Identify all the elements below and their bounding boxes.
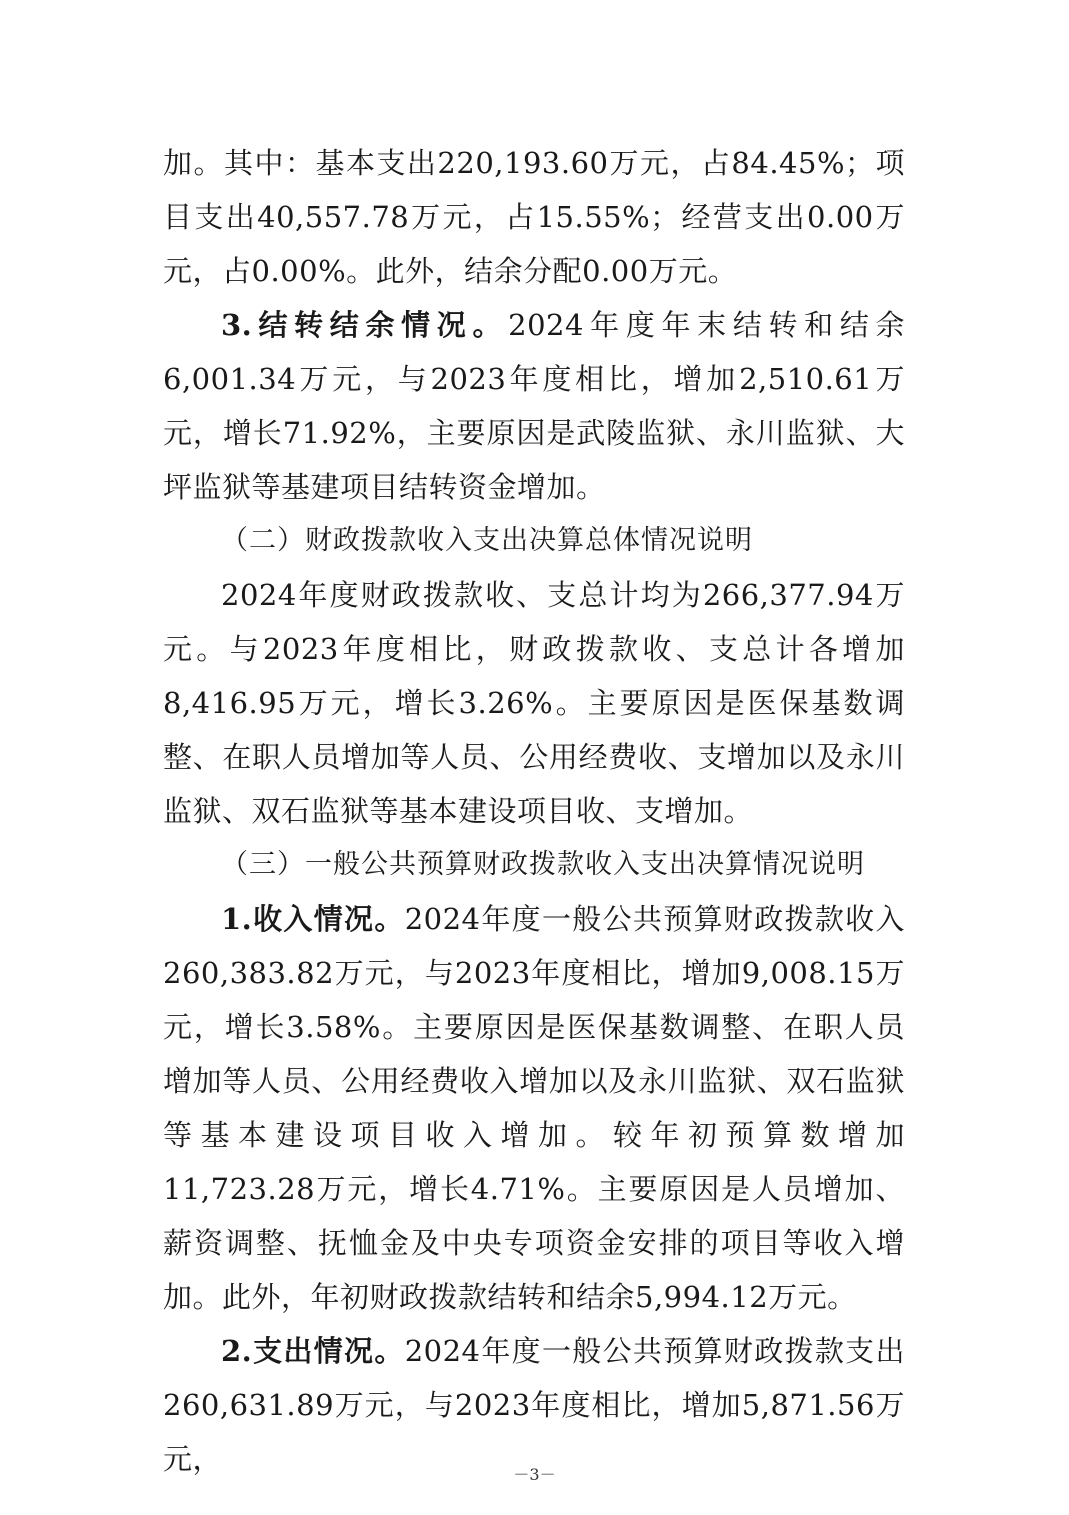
paragraph-fiscal-overview: 2024年度财政拨款收、支总计均为266,377.94万元。与2023年度相比，财政拨款收、支总计各增加8,416.95万元，增长3.26%。主要原因是医保基数调整、在职人员增加等人员、公用经费收、支增加以及永川监狱、双石监狱等基本建设项目收、支增加。 [163, 578, 905, 828]
section-title-carryover: 3.结转结余情况。 [221, 308, 509, 342]
paragraph-income-body: 2024年度一般公共预算财政拨款收入260,383.82万元，与2023年度相比，增加9,008.15万元，增长3.58%。主要原因是医保基数调整、在职人员增加等人员、公用经费收入增加以及永川监狱、双石监狱等基本建设项目收入增加。较年初预算数增加11,723.28万元，增长4.71%。主要原因是人员增加、薪资调整、抚恤金及中央专项资金安排的项目等收入增加。此外，年初财政拨款结转和结余5,994.12万元。 [163, 902, 905, 1314]
section-title-income: 1.收入情况。 [221, 902, 405, 936]
section-title-expenditure: 2.支出情况。 [221, 1334, 405, 1368]
heading-general-budget: （三）一般公共预算财政拨款收入支出决算情况说明 [221, 849, 865, 880]
paragraph-carryover [163, 298, 905, 514]
paragraph-income [163, 892, 905, 1324]
document-body [163, 136, 905, 1486]
heading-fiscal-overview: （二）财政拨款收入支出决算总体情况说明 [221, 525, 753, 556]
paragraph-expenditure-body: 2024年度一般公共预算财政拨款支出260,631.89万元，与2023年度相比，增加5,871.56万元， [163, 1334, 905, 1476]
paragraph-expenditure-breakdown: 加。其中：基本支出220,193.60万元，占84.45%；项目支出40,557.78万元，占15.55%；经营支出0.00万元，占0.00%。此外，结余分配0.00万元。 [163, 146, 905, 288]
page-number: －3－ [513, 1465, 556, 1484]
paragraph-carryover-body: 2024年度年末结转和结余6,001.34万元，与2023年度相比，增加2,510.61万元，增长71.92%，主要原因是武陵监狱、永川监狱、大坪监狱等基建项目结转资金增加。 [163, 308, 905, 504]
